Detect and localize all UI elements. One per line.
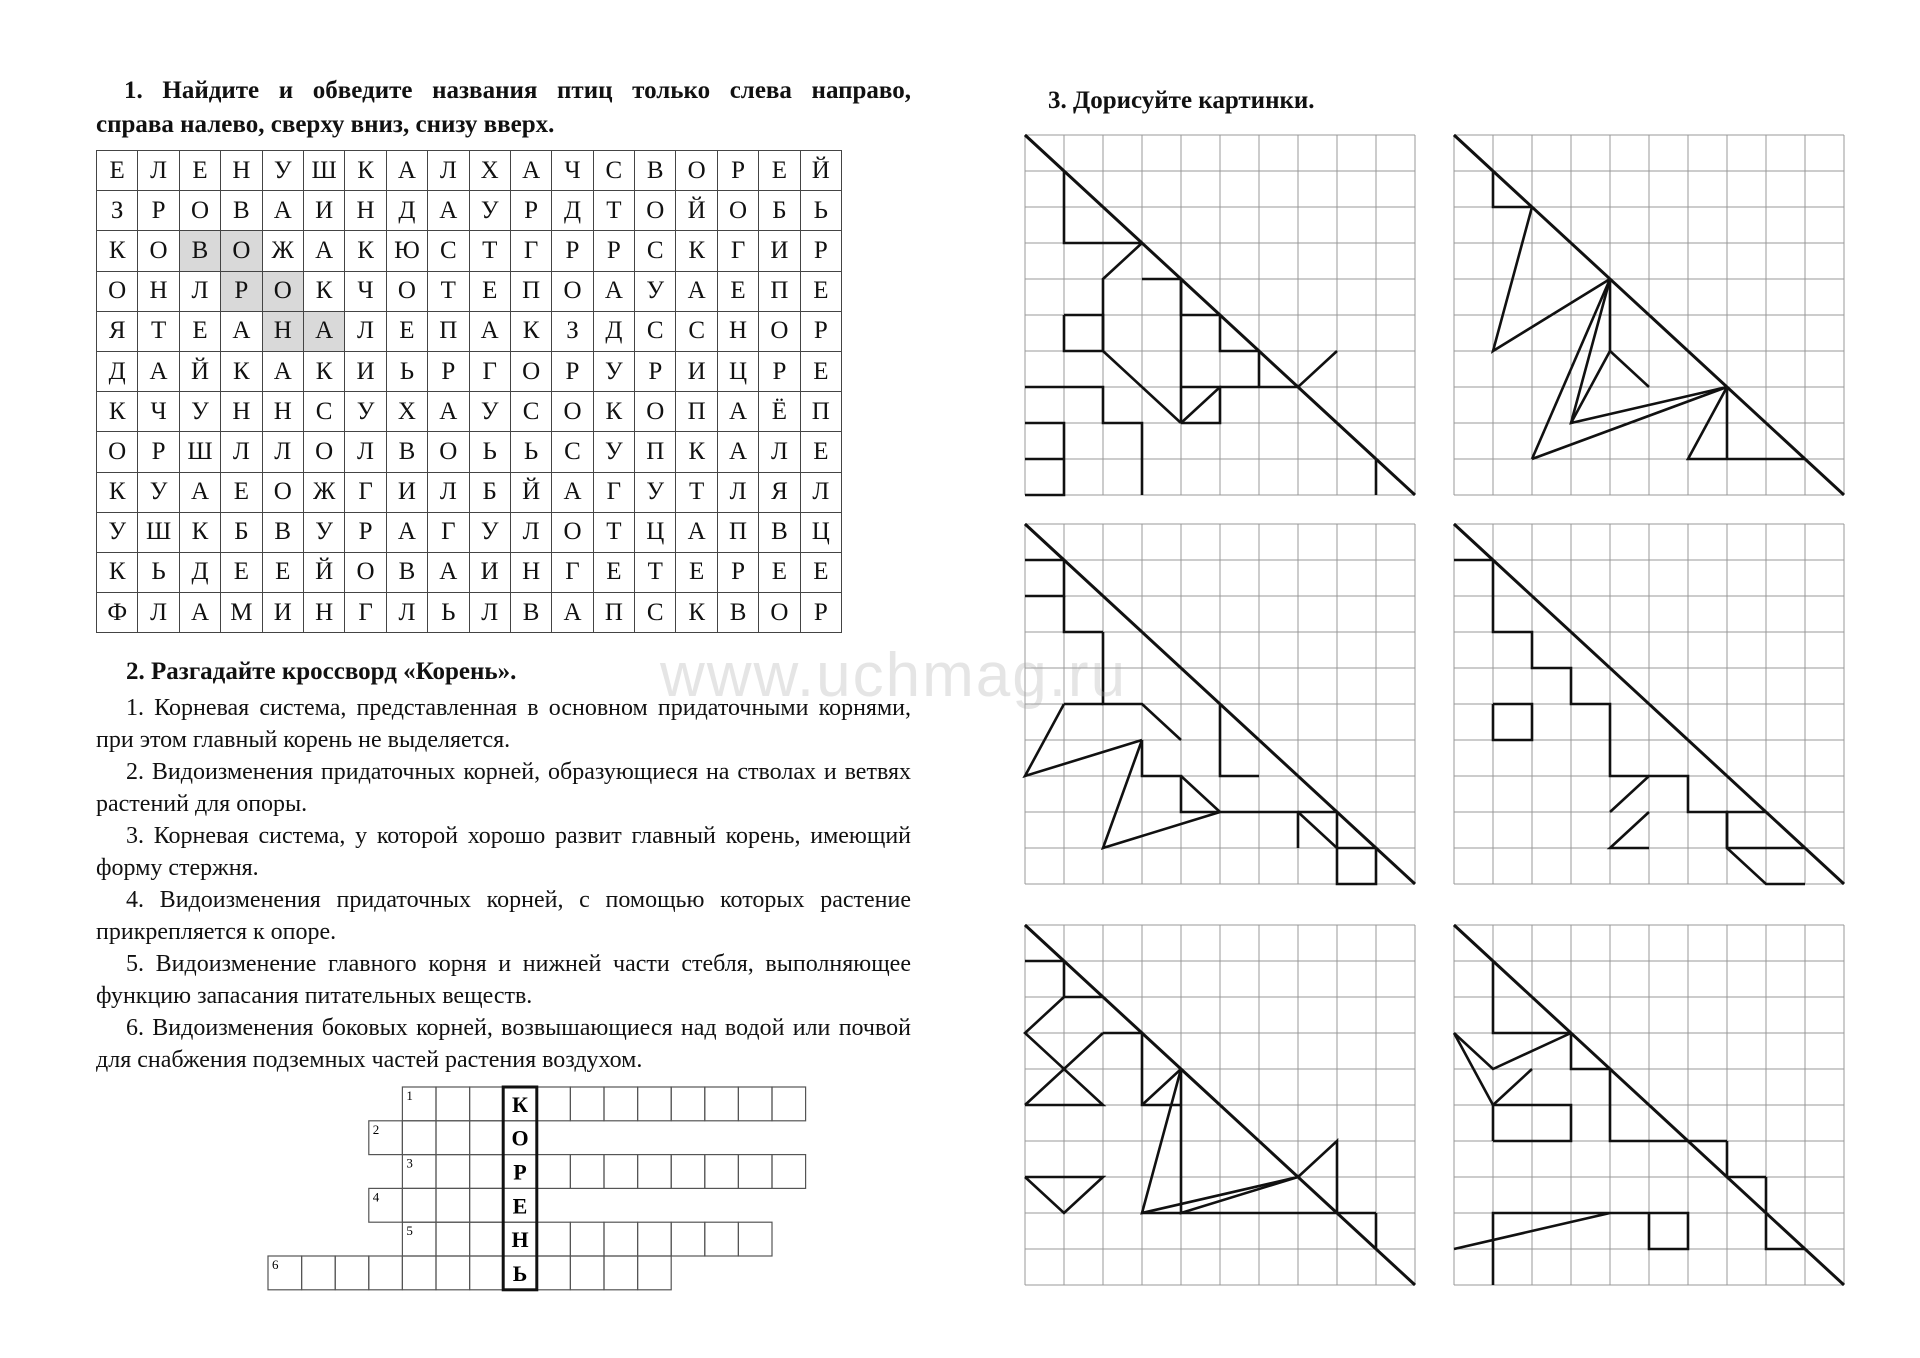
grid-cell[interactable]: Н bbox=[345, 191, 386, 231]
grid-cell[interactable]: У bbox=[593, 351, 634, 391]
grid-cell[interactable]: К bbox=[97, 472, 138, 512]
grid-cell[interactable]: А bbox=[386, 512, 427, 552]
grid-cell[interactable]: Ф bbox=[97, 593, 138, 633]
grid-cell[interactable]: О bbox=[179, 191, 220, 231]
grid-cell[interactable]: У bbox=[262, 151, 303, 191]
task1-title-line1: 1. Найдите и обведите названия птиц только слева направо, bbox=[124, 77, 911, 104]
grid-cell[interactable]: У bbox=[635, 472, 676, 512]
grid-cell[interactable]: Е bbox=[800, 552, 841, 592]
grid-cell[interactable]: И bbox=[676, 351, 717, 391]
grid-cell[interactable]: А bbox=[303, 231, 344, 271]
grid-cell[interactable]: П bbox=[510, 271, 551, 311]
grid-cell[interactable]: Е bbox=[469, 271, 510, 311]
crossword-keyword-letter: Ь bbox=[512, 1260, 528, 1286]
grid-cell[interactable]: Т bbox=[635, 552, 676, 592]
grid-cell[interactable]: Н bbox=[138, 271, 179, 311]
grid-cell[interactable]: Б bbox=[469, 472, 510, 512]
grid-cell[interactable]: Н bbox=[221, 151, 262, 191]
grid-cell[interactable]: О bbox=[386, 271, 427, 311]
grid-cell[interactable]: М bbox=[221, 593, 262, 633]
grid-cell[interactable]: Р bbox=[552, 351, 593, 391]
grid-cell[interactable]: А bbox=[179, 472, 220, 512]
task3-title: 3. Дорисуйте картинки. bbox=[1048, 87, 1315, 114]
grid-cell[interactable]: О bbox=[97, 271, 138, 311]
grid-cell[interactable]: Л bbox=[428, 472, 469, 512]
grid-cell[interactable]: Т bbox=[469, 231, 510, 271]
grid-cell[interactable]: П bbox=[759, 271, 800, 311]
grid-cell[interactable]: А bbox=[676, 512, 717, 552]
grid-cell[interactable]: Л bbox=[221, 432, 262, 472]
grid-cell[interactable]: К bbox=[303, 351, 344, 391]
grid-cell[interactable]: У bbox=[303, 512, 344, 552]
grid-cell[interactable]: Т bbox=[428, 271, 469, 311]
grid-cell[interactable]: В bbox=[179, 231, 220, 271]
grid-cell[interactable]: Р bbox=[221, 271, 262, 311]
grid-cell[interactable]: У bbox=[469, 191, 510, 231]
grid-cell[interactable]: В bbox=[510, 593, 551, 633]
grid-cell[interactable]: З bbox=[552, 311, 593, 351]
grid-cell[interactable]: К bbox=[97, 231, 138, 271]
grid-cell[interactable]: Й bbox=[179, 351, 220, 391]
grid-cell[interactable]: О bbox=[97, 432, 138, 472]
grid-cell[interactable]: К bbox=[97, 552, 138, 592]
clue-3: 3. Корневая система, у которой хорошо развит главный корень, имеющий форму стержня. bbox=[96, 823, 911, 881]
pattern-stroke bbox=[1298, 812, 1337, 848]
crossword-row-number: 5 bbox=[406, 1223, 413, 1239]
pattern-stroke bbox=[1103, 740, 1220, 848]
grid-cell[interactable]: Р bbox=[428, 351, 469, 391]
grid-cell[interactable]: Т bbox=[593, 191, 634, 231]
grid-cell[interactable]: К bbox=[179, 512, 220, 552]
grid-cell[interactable]: А bbox=[469, 311, 510, 351]
grid-cell[interactable]: Ч bbox=[138, 392, 179, 432]
pattern-stroke bbox=[1610, 351, 1649, 387]
grid-cell[interactable]: Л bbox=[262, 432, 303, 472]
crossword-keyword-letter: Р bbox=[513, 1159, 527, 1185]
grid-cell[interactable]: Ш bbox=[179, 432, 220, 472]
grid-cell[interactable]: У bbox=[469, 392, 510, 432]
grid-cell[interactable]: Ь bbox=[800, 191, 841, 231]
grid-cell[interactable]: Х bbox=[386, 392, 427, 432]
grid-cell[interactable]: П bbox=[800, 392, 841, 432]
drawing-panel-4 bbox=[1454, 524, 1844, 884]
grid-cell[interactable]: С bbox=[676, 311, 717, 351]
grid-cell[interactable]: Р bbox=[138, 191, 179, 231]
grid-cell[interactable]: О bbox=[552, 271, 593, 311]
task2-title: 2. Разгадайте кроссворд «Корень». bbox=[126, 658, 517, 685]
grid-cell[interactable]: Ь bbox=[386, 351, 427, 391]
grid-cell[interactable]: Т bbox=[676, 472, 717, 512]
grid-cell[interactable]: К bbox=[676, 231, 717, 271]
grid-cell[interactable]: Е bbox=[386, 311, 427, 351]
watermark: www.uchmag.ru bbox=[660, 641, 1128, 710]
grid-cell[interactable]: Д bbox=[552, 191, 593, 231]
crossword-keyword-letter: Е bbox=[512, 1193, 528, 1219]
grid-cell[interactable]: У bbox=[345, 392, 386, 432]
grid-cell[interactable]: А bbox=[221, 311, 262, 351]
grid-cell[interactable]: И bbox=[262, 593, 303, 633]
clue-4: 4. Видоизменения придаточных корней, с помощью которых растение прикрепляется к опоре. bbox=[96, 887, 911, 945]
grid-cell[interactable]: Г bbox=[593, 472, 634, 512]
grid-cell[interactable]: Ю bbox=[386, 231, 427, 271]
grid-cell[interactable]: Л bbox=[345, 311, 386, 351]
grid-cell[interactable]: К bbox=[221, 351, 262, 391]
grid-cell[interactable]: Ш bbox=[138, 512, 179, 552]
grid-cell[interactable]: Е bbox=[717, 271, 758, 311]
grid-cell[interactable]: Ц bbox=[635, 512, 676, 552]
grid-cell[interactable]: Й bbox=[676, 191, 717, 231]
pattern-stroke bbox=[1064, 596, 1103, 632]
grid-cell[interactable]: Т bbox=[593, 512, 634, 552]
grid-cell[interactable]: З bbox=[97, 191, 138, 231]
grid-cell[interactable]: Ч bbox=[552, 151, 593, 191]
grid-cell[interactable]: Е bbox=[97, 151, 138, 191]
pattern-stroke bbox=[1025, 925, 1064, 961]
grid-cell[interactable]: А bbox=[262, 191, 303, 231]
grid-cell[interactable]: С bbox=[635, 311, 676, 351]
grid-cell[interactable]: О bbox=[262, 472, 303, 512]
grid-cell[interactable]: А bbox=[552, 472, 593, 512]
grid-cell[interactable]: О bbox=[676, 151, 717, 191]
grid-cell[interactable]: Р bbox=[759, 351, 800, 391]
grid-cell[interactable]: В bbox=[386, 432, 427, 472]
grid-cell[interactable]: Й bbox=[303, 552, 344, 592]
grid-cell[interactable]: Б bbox=[221, 512, 262, 552]
grid-cell[interactable]: К bbox=[97, 392, 138, 432]
grid-cell[interactable]: К bbox=[345, 151, 386, 191]
grid-cell[interactable]: Н bbox=[221, 392, 262, 432]
pattern-stroke bbox=[1493, 704, 1532, 740]
pattern-stroke bbox=[1025, 961, 1103, 997]
grid-cell[interactable]: Е bbox=[759, 552, 800, 592]
grid-cell[interactable]: А bbox=[179, 593, 220, 633]
drawing-panel-2 bbox=[1454, 135, 1844, 495]
grid-cell[interactable]: Л bbox=[386, 593, 427, 633]
task1-title-line2: справа налево, сверху вниз, снизу вверх. bbox=[96, 111, 555, 138]
grid-cell[interactable]: У bbox=[138, 472, 179, 512]
crossword-row-number: 3 bbox=[406, 1155, 413, 1171]
grid-cell[interactable]: Я bbox=[97, 311, 138, 351]
grid-cell[interactable]: Г bbox=[510, 231, 551, 271]
clue-6: 6. Видоизменения боковых корней, возвышающиеся над водой или почвой для снабжения подземных частей растения воздухом. bbox=[96, 1015, 911, 1073]
grid-cell[interactable]: О bbox=[717, 191, 758, 231]
grid-cell[interactable]: Д bbox=[179, 552, 220, 592]
pattern-stroke bbox=[1610, 1213, 1688, 1249]
grid-cell[interactable]: Ж bbox=[303, 472, 344, 512]
grid-cell[interactable]: И bbox=[386, 472, 427, 512]
crossword-keyword-letter: К bbox=[512, 1091, 528, 1117]
grid-cell[interactable]: Е bbox=[759, 151, 800, 191]
grid-cell[interactable]: Ж bbox=[262, 231, 303, 271]
grid-cell[interactable]: К bbox=[676, 593, 717, 633]
grid-cell[interactable]: Л bbox=[510, 512, 551, 552]
clue-1: 1. Корневая система, представленная в основном придаточными корнями, при этом главный корень не выделяется. bbox=[96, 695, 911, 753]
grid-cell[interactable]: О bbox=[428, 432, 469, 472]
grid-cell[interactable]: Ь bbox=[138, 552, 179, 592]
grid-cell[interactable]: Д bbox=[593, 311, 634, 351]
grid-cell[interactable]: Е bbox=[179, 311, 220, 351]
grid-cell[interactable]: О bbox=[262, 271, 303, 311]
grid-cell[interactable]: Л bbox=[469, 593, 510, 633]
pattern-stroke bbox=[1025, 560, 1064, 596]
grid-cell[interactable]: У bbox=[635, 271, 676, 311]
grid-cell[interactable]: О bbox=[759, 593, 800, 633]
grid-cell[interactable]: Р bbox=[510, 191, 551, 231]
grid-cell[interactable]: Г bbox=[552, 552, 593, 592]
grid-cell[interactable]: Е bbox=[800, 271, 841, 311]
grid-cell[interactable]: И bbox=[759, 231, 800, 271]
crossword-row-number: 2 bbox=[372, 1121, 380, 1137]
grid-cell[interactable]: Г bbox=[345, 472, 386, 512]
grid-cell[interactable]: К bbox=[345, 231, 386, 271]
grid-cell[interactable]: А bbox=[428, 191, 469, 231]
grid-cell[interactable]: Е bbox=[221, 472, 262, 512]
grid-cell[interactable]: К bbox=[303, 271, 344, 311]
grid-cell[interactable]: О bbox=[635, 392, 676, 432]
grid-cell[interactable]: Ь bbox=[428, 593, 469, 633]
grid-cell[interactable]: Ё bbox=[759, 392, 800, 432]
grid-cell[interactable]: К bbox=[676, 432, 717, 472]
grid-cell[interactable]: П bbox=[717, 512, 758, 552]
crossword-row-number: 4 bbox=[372, 1189, 380, 1205]
grid-cell[interactable]: Е bbox=[221, 552, 262, 592]
pattern-stroke bbox=[1454, 524, 1493, 560]
grid-cell[interactable]: И bbox=[345, 351, 386, 391]
grid-cell[interactable]: Ш bbox=[303, 151, 344, 191]
grid-cell[interactable]: К bbox=[593, 392, 634, 432]
grid-cell[interactable]: В bbox=[386, 552, 427, 592]
grid-cell[interactable]: У bbox=[179, 392, 220, 432]
pattern-stroke bbox=[1025, 135, 1064, 171]
pattern-stroke bbox=[1454, 925, 1493, 961]
grid-cell[interactable]: Л bbox=[759, 432, 800, 472]
grid-cell[interactable]: К bbox=[510, 311, 551, 351]
grid-cell[interactable]: А bbox=[552, 593, 593, 633]
grid-cell[interactable]: Р bbox=[717, 552, 758, 592]
grid-cell[interactable]: О bbox=[552, 512, 593, 552]
crossword-row-number: 1 bbox=[406, 1088, 413, 1103]
pattern-stroke bbox=[1025, 387, 1142, 495]
pattern-stroke bbox=[1727, 812, 1766, 848]
grid-cell[interactable]: В bbox=[221, 191, 262, 231]
grid-cell[interactable]: Л bbox=[138, 151, 179, 191]
drawing-panel-1 bbox=[1025, 135, 1415, 495]
grid-cell[interactable]: В bbox=[759, 512, 800, 552]
grid-cell[interactable]: О bbox=[635, 191, 676, 231]
grid-cell[interactable]: Р bbox=[800, 311, 841, 351]
grid-cell[interactable]: А bbox=[262, 351, 303, 391]
grid-cell[interactable]: О bbox=[510, 351, 551, 391]
grid-cell[interactable]: Ь bbox=[469, 432, 510, 472]
drawing-panel-6 bbox=[1454, 925, 1844, 1285]
pattern-stroke bbox=[1454, 135, 1493, 171]
grid-cell[interactable]: Ч bbox=[345, 271, 386, 311]
grid-cell[interactable]: А bbox=[717, 392, 758, 432]
grid-cell[interactable]: А bbox=[386, 151, 427, 191]
grid-cell[interactable]: Й bbox=[800, 151, 841, 191]
grid-cell[interactable]: В bbox=[262, 512, 303, 552]
pattern-stroke bbox=[1064, 315, 1103, 351]
grid-cell[interactable]: О bbox=[221, 231, 262, 271]
clue-5: 5. Видоизменение главного корня и нижней части стебля, выполняющее функцию запасания питательных веществ. bbox=[96, 951, 911, 1009]
pattern-stroke bbox=[1025, 524, 1064, 560]
grid-cell[interactable]: Ь bbox=[510, 432, 551, 472]
grid-cell[interactable]: Л bbox=[179, 271, 220, 311]
grid-cell[interactable]: Н bbox=[303, 593, 344, 633]
grid-cell[interactable]: Е bbox=[593, 552, 634, 592]
grid-cell[interactable]: Р bbox=[800, 231, 841, 271]
grid-cell[interactable]: Р bbox=[717, 151, 758, 191]
grid-cell[interactable]: Х bbox=[469, 151, 510, 191]
grid-cell[interactable]: Г bbox=[469, 351, 510, 391]
pattern-stroke bbox=[1727, 1141, 1766, 1177]
grid-cell[interactable]: А bbox=[676, 271, 717, 311]
grid-cell[interactable]: Р bbox=[552, 231, 593, 271]
grid-cell[interactable]: Т bbox=[138, 311, 179, 351]
grid-cell[interactable]: А bbox=[717, 432, 758, 472]
grid-cell[interactable]: С bbox=[552, 432, 593, 472]
grid-cell[interactable]: А bbox=[510, 151, 551, 191]
grid-cell[interactable]: С bbox=[593, 151, 634, 191]
grid-cell[interactable]: Г bbox=[717, 231, 758, 271]
grid-cell[interactable]: О bbox=[138, 231, 179, 271]
grid-cell[interactable]: Н bbox=[262, 392, 303, 432]
grid-cell[interactable]: П bbox=[635, 432, 676, 472]
grid-cell[interactable]: Й bbox=[510, 472, 551, 512]
grid-cell[interactable]: В bbox=[635, 151, 676, 191]
grid-cell[interactable]: Ц bbox=[800, 512, 841, 552]
grid-cell[interactable]: Д bbox=[97, 351, 138, 391]
grid-cell[interactable]: Б bbox=[759, 191, 800, 231]
grid-cell[interactable]: Н bbox=[717, 311, 758, 351]
grid-cell[interactable]: А bbox=[428, 392, 469, 432]
grid-cell[interactable]: Е bbox=[676, 552, 717, 592]
grid-cell[interactable]: П bbox=[593, 593, 634, 633]
grid-cell[interactable]: С bbox=[428, 231, 469, 271]
grid-cell[interactable]: Ц bbox=[717, 351, 758, 391]
grid-cell[interactable]: Л bbox=[428, 151, 469, 191]
grid-cell[interactable]: Г bbox=[428, 512, 469, 552]
grid-cell[interactable]: Р bbox=[345, 512, 386, 552]
pattern-stroke bbox=[1181, 776, 1220, 812]
grid-cell[interactable]: С bbox=[635, 231, 676, 271]
grid-cell[interactable]: О bbox=[303, 432, 344, 472]
crossword-keyword-letter: Н bbox=[511, 1227, 529, 1253]
grid-cell[interactable]: Я bbox=[759, 472, 800, 512]
grid-cell[interactable]: Д bbox=[386, 191, 427, 231]
pattern-stroke bbox=[1610, 812, 1649, 848]
grid-cell[interactable]: А bbox=[138, 351, 179, 391]
grid-cell[interactable]: А bbox=[303, 311, 344, 351]
grid-cell[interactable]: П bbox=[428, 311, 469, 351]
crossword-keyword-letter: О bbox=[511, 1125, 529, 1151]
grid-cell[interactable]: Е bbox=[262, 552, 303, 592]
grid-cell[interactable]: Н bbox=[262, 311, 303, 351]
grid-cell[interactable]: Е bbox=[800, 351, 841, 391]
grid-cell[interactable]: Л bbox=[345, 432, 386, 472]
grid-cell[interactable]: В bbox=[717, 593, 758, 633]
grid-cell[interactable]: И bbox=[469, 552, 510, 592]
crossword-row-number: 6 bbox=[272, 1257, 279, 1272]
grid-cell[interactable]: Р bbox=[635, 351, 676, 391]
grid-cell[interactable]: О bbox=[759, 311, 800, 351]
grid-cell[interactable]: Г bbox=[345, 593, 386, 633]
grid-cell[interactable]: Л bbox=[800, 472, 841, 512]
grid-cell[interactable]: И bbox=[303, 191, 344, 231]
drawing-panel-5 bbox=[1025, 925, 1415, 1285]
grid-cell[interactable]: У bbox=[97, 512, 138, 552]
grid-cell[interactable]: У bbox=[593, 432, 634, 472]
clue-2: 2. Видоизменения придаточных корней, образующиеся на стволах и ветвях растений для опоры. bbox=[96, 759, 911, 817]
grid-cell[interactable]: У bbox=[469, 512, 510, 552]
grid-cell[interactable]: С bbox=[303, 392, 344, 432]
grid-cell[interactable]: Р bbox=[138, 432, 179, 472]
grid-cell[interactable]: Е bbox=[800, 432, 841, 472]
grid-cell[interactable]: С bbox=[635, 593, 676, 633]
grid-cell[interactable]: А bbox=[428, 552, 469, 592]
grid-cell[interactable]: Р bbox=[593, 231, 634, 271]
grid-cell[interactable]: Е bbox=[179, 151, 220, 191]
grid-cell[interactable]: Н bbox=[510, 552, 551, 592]
grid-cell[interactable]: С bbox=[510, 392, 551, 432]
grid-cell[interactable]: Л bbox=[138, 593, 179, 633]
grid-cell[interactable]: П bbox=[676, 392, 717, 432]
grid-cell[interactable]: Р bbox=[800, 593, 841, 633]
grid-cell[interactable]: О bbox=[345, 552, 386, 592]
grid-cell[interactable]: О bbox=[552, 392, 593, 432]
grid-cell[interactable]: Л bbox=[717, 472, 758, 512]
grid-cell[interactable]: А bbox=[593, 271, 634, 311]
